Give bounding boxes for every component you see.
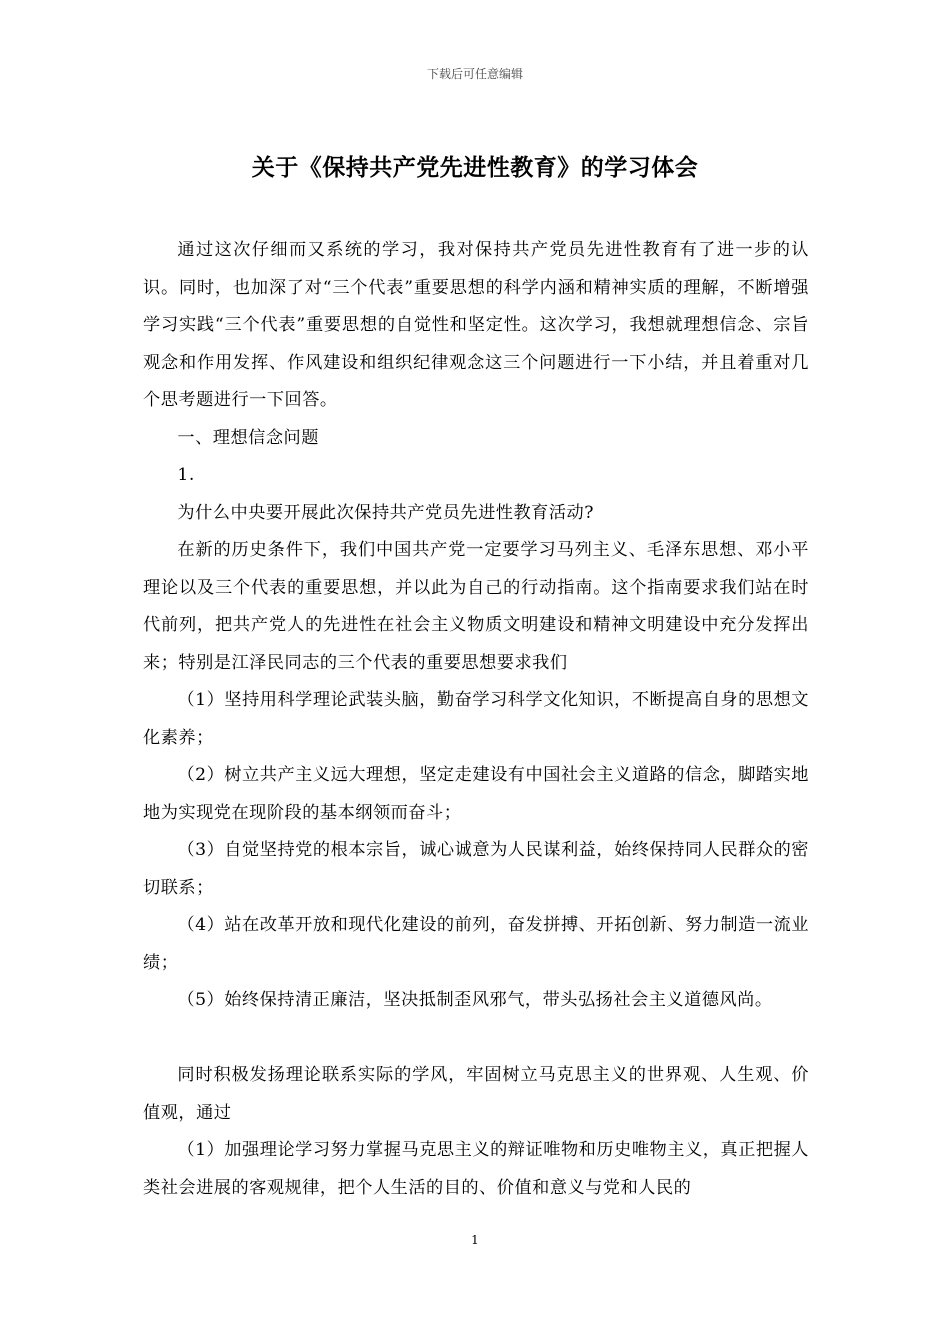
list-item: （3）自觉坚持党的根本宗旨，诚心诚意为人民谋利益，始终保持同人民群众的密切联系； [143,840,809,898]
list-item: （5）始终保持清正廉洁，坚决抵制歪风邪气，带头弘扬社会主义道德风尚。 [177,990,773,1010]
question-number: 1. [177,465,195,485]
section-heading: 一、理想信念问题 [177,427,319,448]
list-item: （1）坚持用科学理论武装头脑，勤奋学习科学文化知识，不断提高自身的思想文化素养； [143,690,809,748]
list-item: （2）树立共产主义远大理想，坚定走建设有中国社会主义道路的信念，脚踏实地地为实现党在现阶段的基本纲领而奋斗； [143,765,809,823]
question-text: 为什么中央要开展此次保持共产党员先进性教育活动? [177,502,594,523]
paragraph-answer: 在新的历史条件下，我们中国共产党一定要学习马列主义、毛泽东思想、邓小平理论以及三个代表的重要思想，并以此为自己的行动指南。这个指南要求我们站在时代前列，把共产党人的先进性在社会主义物质文明建设和精神文明建设中充分发挥出来；特别是江泽民同志的三个代表的重要思想要求我们 [143,540,809,673]
paragraph-continuation: 同时积极发扬理论联系实际的学风，牢固树立马克思主义的世界观、人生观、价值观，通过 [143,1065,809,1123]
list-item: （4）站在改革开放和现代化建设的前列，奋发拼搏、开拓创新、努力制造一流业绩； [143,915,809,973]
paragraph-intro: 通过这次仔细而又系统的学习，我对保持共产党员先进性教育有了进一步的认识。同时，也加深了对“三个代表”重要思想的科学内涵和精神实质的理解，不断增强学习实践“三个代表”重要思想的自觉性和坚定性。这次学习，我想就理想信念、宗旨观念和作用发挥、作风建设和组织纪律观念这三个问题进行一下小结，并且着重对几个思考题进行一下回答。 [143,240,809,410]
page-number: 1 [471,1233,479,1247]
header-note: 下载后可任意编辑 [426,67,523,81]
document-title: 关于《保持共产党先进性教育》的学习体会 [251,155,699,181]
list-item: （1）加强理论学习努力掌握马克思主义的辩证唯物和历史唯物主义，真正把握人类社会进展的客观规律，把个人生活的目的、价值和意义与党和人民的 [143,1140,809,1198]
document-body [143,232,809,1207]
blank-line [143,1020,809,1058]
